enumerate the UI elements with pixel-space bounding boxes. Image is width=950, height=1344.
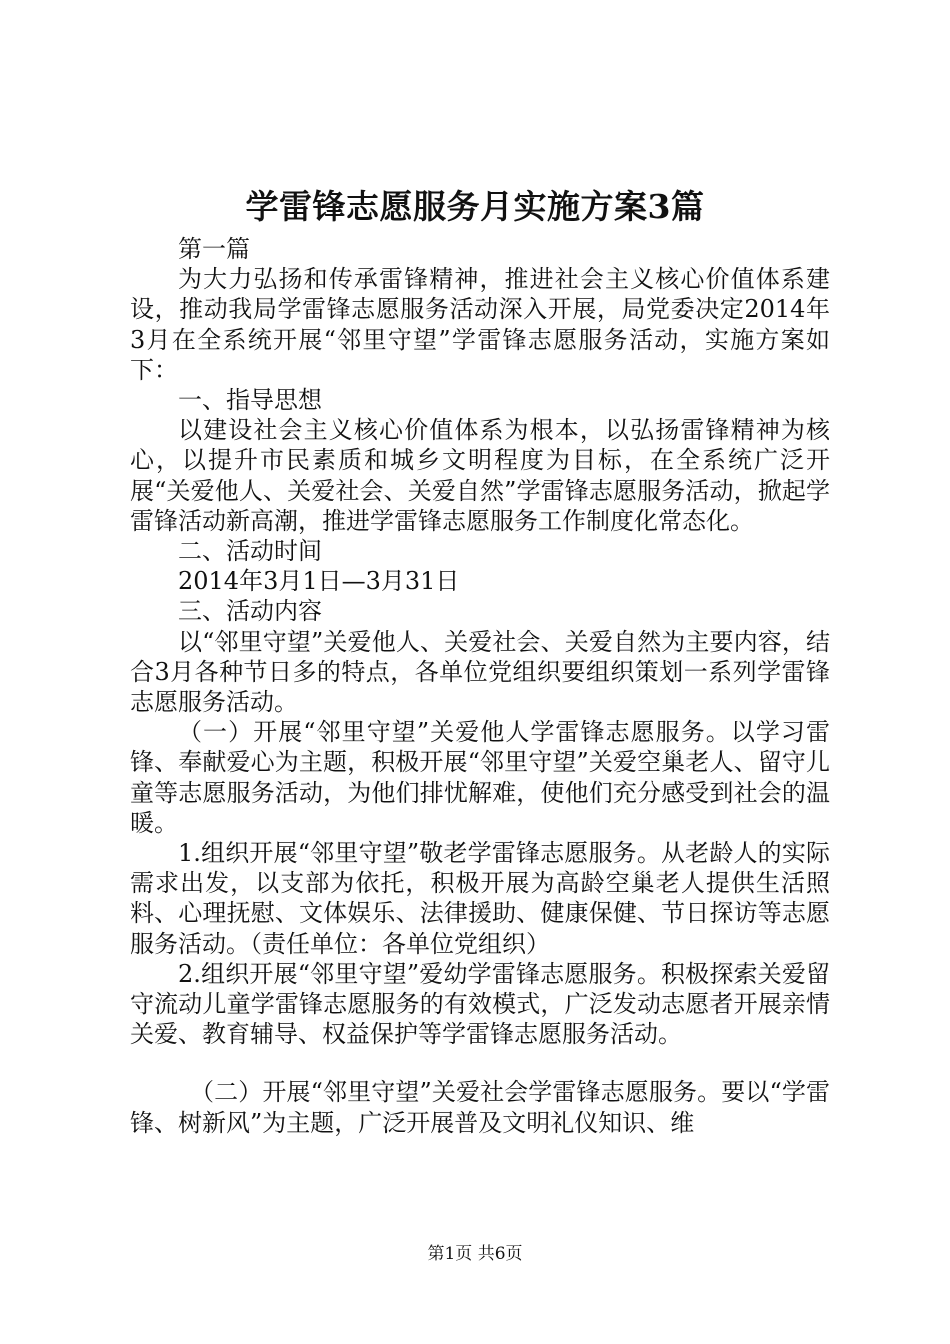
paragraph-gap	[130, 1049, 830, 1077]
activity-time-text: 2014年3月1日—3月31日	[178, 567, 460, 596]
item-elderly-service: 1.组织开展“邻里守望”敬老学雷锋志愿服务。从老龄人的实际需求出发，以支部为依托，积极开展为高龄空巢老人提供生活照料、心理抚慰、文体娱乐、法律援助、健康保健、节日探访等志愿服务活动。（责任单位：各单位党组织）	[130, 839, 830, 958]
document-title: 学雷锋志愿服务月实施方案3篇	[245, 187, 705, 226]
section-heading-activity-content: 三、活动内容	[178, 597, 322, 626]
intro-paragraph: 为大力弘扬和传承雷锋精神，推进社会主义核心价值体系建设，推动我局学雷锋志愿服务活动深入开展，局党委决定2014年3月在全系统开展“邻里守望”学雷锋志愿服务活动，实施方案如下：	[130, 265, 830, 384]
section-heading-activity-time: 二、活动时间	[178, 537, 322, 566]
section-heading-part-one: 第一篇	[178, 235, 250, 263]
guiding-ideology-paragraph: 以建设社会主义核心价值体系为根本，以弘扬雷锋精神为核心，以提升市民素质和城乡文明程度为目标，在全系统广泛开展“关爱他人、关爱社会、关爱自然”学雷锋志愿服务活动，掀起学雷锋活动新高潮，推进学雷锋志愿服务工作制度化常态化。	[130, 416, 830, 535]
subsection-care-for-others: （一）开展“邻里守望”关爱他人学雷锋志愿服务。以学习雷锋、奉献爱心为主题，积极开展“邻里守望”关爱空巢老人、留守儿童等志愿服务活动，为他们排忧解难，使他们充分感受到社会的温暖。	[130, 718, 830, 837]
page-number-footer: 第1页 共6页	[427, 1244, 523, 1264]
item-children-service: 2.组织开展“邻里守望”爱幼学雷锋志愿服务。积极探索关爱留守流动儿童学雷锋志愿服务的有效模式，广泛发动志愿者开展亲情关爱、教育辅导、权益保护等学雷锋志愿服务活动。	[130, 959, 830, 1049]
document-body	[130, 234, 830, 1138]
subsection-care-for-society: （二）开展“邻里守望”关爱社会学雷锋志愿服务。要以“学雷锋、树新风”为主题，广泛开展普及文明礼仪知识、维	[130, 1078, 830, 1137]
section-heading-guiding-ideology: 一、指导思想	[178, 386, 322, 415]
activity-content-paragraph: 以“邻里守望”关爱他人、关爱社会、关爱自然为主要内容，结合3月各种节日多的特点，各单位党组织要组织策划一系列学雷锋志愿服务活动。	[130, 627, 830, 717]
